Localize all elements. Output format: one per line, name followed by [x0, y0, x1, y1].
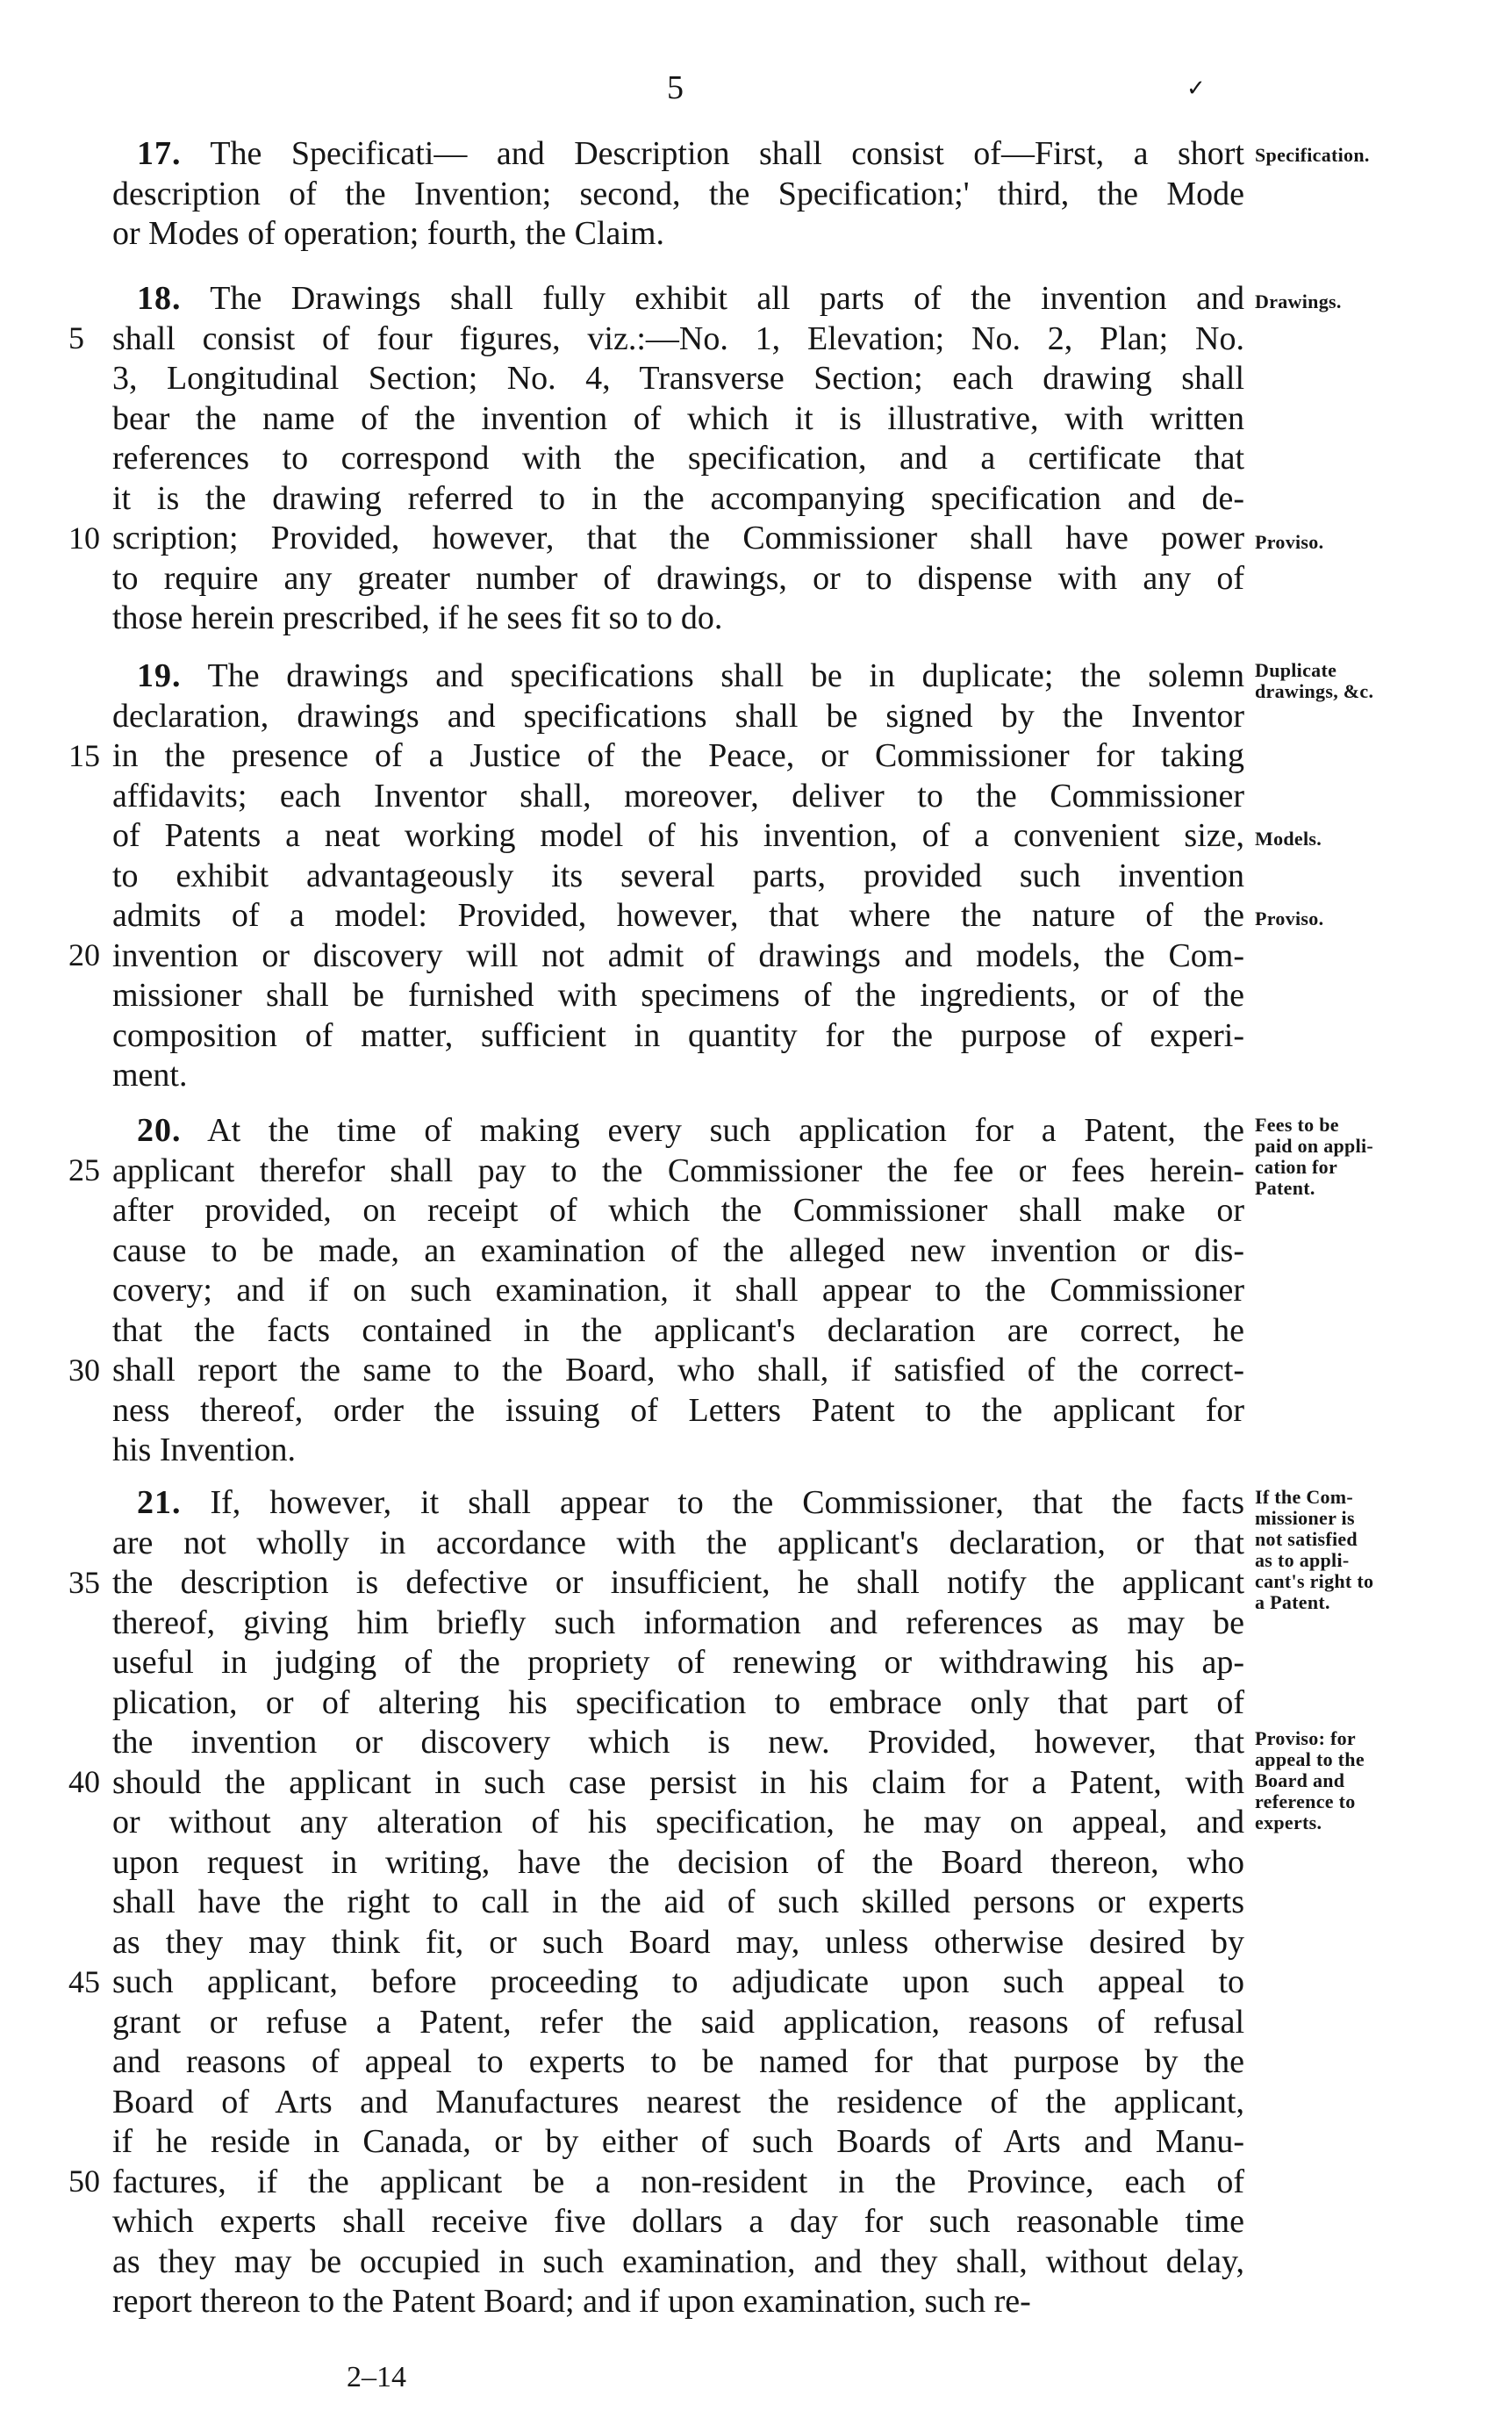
- text-line: as they may be occupied in such examination, and they shall, without delay,: [112, 2242, 1244, 2280]
- text-line: admits of a model: Provided, however, that where the nature of the: [112, 897, 1244, 934]
- margin-note-proviso-appeal: Proviso: for appeal to the Board and reference to experts.: [1255, 1727, 1365, 1833]
- text-line: scription; Provided, however, that the Commissioner shall have power: [112, 520, 1244, 556]
- text-line: affidavits; each Inventor shall, moreover, deliver to the Commissioner: [112, 777, 1244, 814]
- section-21: [112, 1483, 1244, 2322]
- text-line: 21. If, however, it shall appear to the Commissioner, that the facts: [137, 1484, 1244, 1521]
- text-line: ment.: [112, 1057, 188, 1094]
- line-number: 50: [68, 2163, 100, 2199]
- text-line: 19. The drawings and specifications shall be in duplicate; the solemn: [137, 657, 1244, 694]
- margin-note-specification: Specification.: [1255, 144, 1370, 166]
- text-line: in the presence of a Justice of the Peace, or Commissioner for taking: [112, 737, 1244, 774]
- text-line: invention or discovery will not admit of drawings and models, the Com-: [112, 936, 1244, 974]
- text-line: as they may think fit, or such Board may, unless otherwise desired by: [112, 1923, 1244, 1961]
- text-line: description of the Invention; second, the Specification;' third, the Mode: [112, 175, 1244, 212]
- line-number: 35: [68, 1565, 100, 1600]
- text-line: of Patents a neat working model of his invention, of a convenient size,: [112, 817, 1244, 854]
- text-line: grant or refuse a Patent, refer the said application, reasons of refusal: [112, 2003, 1244, 2041]
- text-line: shall consist of four figures, viz.:—No. 1, Elevation; No. 2, Plan; No.: [112, 319, 1244, 357]
- text-line: and reasons of appeal to experts to be named for that purpose by the: [112, 2043, 1244, 2080]
- margin-note-commissioner-not-satisfied: If the Com- missioner is not satisfied as to appli- cant's right to a Patent.: [1255, 1486, 1374, 1613]
- margin-note-proviso: Proviso.: [1255, 531, 1324, 553]
- section-number: 21.: [137, 1484, 182, 1521]
- page-number: 5: [667, 69, 684, 106]
- text-line: plication, or of altering his specification to embrace only that part of: [112, 1683, 1244, 1721]
- text-line: references to correspond with the specification, and a certificate that: [112, 440, 1244, 477]
- section-number: 20.: [137, 1112, 182, 1149]
- text-line: should the applicant in such case persist in his claim for a Patent, with: [112, 1763, 1244, 1801]
- section-19: [112, 657, 1244, 1096]
- text-line: useful in judging of the propriety of renewing or withdrawing his ap-: [112, 1644, 1244, 1681]
- line-number: 25: [68, 1152, 100, 1187]
- text-line: are not wholly in accordance with the applicant's declaration, or that: [112, 1524, 1244, 1561]
- line-number: 5: [68, 320, 84, 355]
- text-line: the invention or discovery which is new. Provided, however, that: [112, 1724, 1244, 1761]
- section-20: [112, 1111, 1244, 1471]
- line-number: 10: [68, 520, 100, 556]
- text-line: report thereon to the Patent Board; and if upon examination, such re-: [112, 2283, 1031, 2320]
- margin-note-models: Models.: [1255, 828, 1322, 850]
- text-line: the description is defective or insufficient, he shall notify the applicant: [112, 1564, 1244, 1601]
- margin-note-duplicate-drawings: Duplicate drawings, &c.: [1255, 659, 1374, 702]
- text-line: or Modes of operation; fourth, the Claim.: [112, 215, 664, 252]
- section-number: 19.: [137, 657, 182, 694]
- text-line: if he reside in Canada, or by either of such Boards of Arts and Manu-: [112, 2123, 1244, 2160]
- text-line: such applicant, before proceeding to adjudicate upon such appeal to: [112, 1963, 1244, 2000]
- text-line: to exhibit advantageously its several parts, provided such invention: [112, 857, 1244, 894]
- text-line: which experts shall receive five dollars a day for such reasonable time: [112, 2203, 1244, 2240]
- corner-mark: ✓: [1186, 75, 1206, 101]
- text-line: covery; and if on such examination, it shall appear to the Commissioner: [112, 1272, 1244, 1309]
- margin-note-proviso: Proviso.: [1255, 908, 1324, 929]
- text-line: thereof, giving him briefly such information and references as may be: [112, 1604, 1244, 1641]
- text-line: those herein prescribed, if he sees fit so to do.: [112, 599, 723, 636]
- text-line: that the facts contained in the applicant's declaration are correct, he: [112, 1311, 1244, 1349]
- line-number: 20: [68, 937, 100, 972]
- text-line: 17. The Specificati— and Description shall consist of—First, a short: [137, 135, 1244, 172]
- text-line: cause to be made, an examination of the alleged new invention or dis-: [112, 1231, 1244, 1269]
- line-number: 40: [68, 1764, 100, 1799]
- text-line: shall report the same to the Board, who shall, if satisfied of the correct-: [112, 1352, 1244, 1388]
- text-line: Board of Arts and Manufactures nearest the residence of the applicant,: [112, 2083, 1244, 2120]
- text-line: shall have the right to call in the aid of such skilled persons or experts: [112, 1883, 1244, 1920]
- text-line: or without any alteration of his specification, he may on appeal, and: [112, 1804, 1244, 1840]
- text-line: composition of matter, sufficient in quantity for the purpose of experi-: [112, 1016, 1244, 1054]
- line-number: 30: [68, 1353, 100, 1388]
- text-line: factures, if the applicant be a non-resident in the Province, each of: [112, 2163, 1244, 2200]
- margin-note-fees: Fees to be paid on appli- cation for Patent.: [1255, 1114, 1374, 1199]
- text-line: after provided, on receipt of which the Commissioner shall make or: [112, 1192, 1244, 1229]
- text-line: 18. The Drawings shall fully exhibit all parts of the invention and: [137, 280, 1244, 317]
- text-line: 3, Longitudinal Section; No. 4, Transverse Section; each drawing shall: [112, 360, 1244, 397]
- text-line: it is the drawing referred to in the accompanying specification and de-: [112, 479, 1244, 517]
- text-line: to require any greater number of drawings, or to dispense with any of: [112, 559, 1244, 597]
- text-line: missioner shall be furnished with specimens of the ingredients, or of the: [112, 977, 1244, 1014]
- section-number: 17.: [137, 135, 182, 172]
- text-line: applicant therefor shall pay to the Commissioner the fee or fees herein-: [112, 1152, 1244, 1189]
- text-line: ness thereof, order the issuing of Letters Patent to the applicant for: [112, 1391, 1244, 1429]
- section-18: [112, 279, 1244, 639]
- printer-signature: 2–14: [347, 2361, 406, 2393]
- text-line: upon request in writing, have the decision of the Board thereon, who: [112, 1843, 1244, 1881]
- line-number: 15: [68, 738, 100, 773]
- text-line: 20. At the time of making every such application for a Patent, the: [137, 1112, 1244, 1149]
- line-number: 45: [68, 1964, 100, 1999]
- margin-note-drawings: Drawings.: [1255, 291, 1342, 312]
- section-number: 18.: [137, 280, 182, 317]
- text-line: bear the name of the invention of which it is illustrative, with written: [112, 399, 1244, 437]
- text-line: declaration, drawings and specifications shall be signed by the Inventor: [112, 697, 1244, 735]
- section-17: [112, 134, 1244, 255]
- text-line: his Invention.: [112, 1431, 296, 1468]
